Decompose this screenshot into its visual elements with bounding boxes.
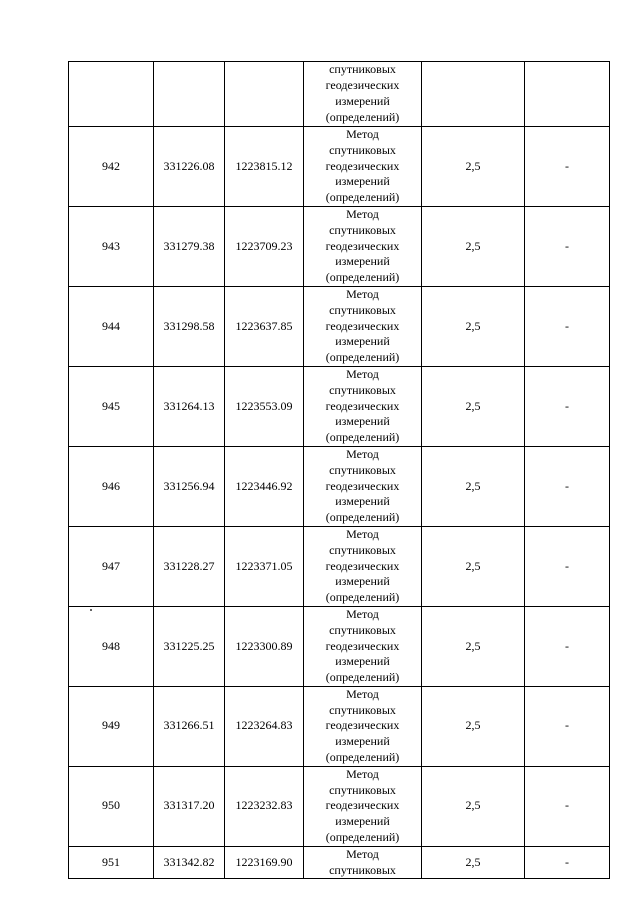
cell-accuracy: 2,5 <box>422 686 525 766</box>
coordinates-table <box>68 61 610 879</box>
cell-accuracy: 2,5 <box>422 606 525 686</box>
cell-x: 331317.20 <box>154 766 225 846</box>
cell-point <box>69 62 154 127</box>
table-row <box>69 206 610 286</box>
table-row <box>69 366 610 446</box>
cell-point: 947 <box>69 526 154 606</box>
method-line: спутниковых <box>329 702 396 717</box>
method-line: (определений) <box>325 430 400 445</box>
table-row <box>69 766 610 846</box>
method-line: (определений) <box>325 590 400 605</box>
method-line: геодезических <box>325 158 400 173</box>
method-line: спутниковых <box>329 62 396 77</box>
table-row <box>69 686 610 766</box>
method-line: геодезических <box>325 398 400 413</box>
cell-method <box>304 686 422 766</box>
method-line: Метод <box>346 846 379 861</box>
method-line: спутниковых <box>329 222 396 237</box>
cell-accuracy: 2,5 <box>422 446 525 526</box>
method-line: измерений <box>335 174 390 189</box>
method-line: (определений) <box>325 510 400 525</box>
cell-method <box>304 606 422 686</box>
method-line: геодезических <box>325 478 400 493</box>
cell-method <box>304 62 422 127</box>
method-line: (определений) <box>325 350 400 365</box>
method-line: геодезических <box>325 238 400 253</box>
table-row-last <box>69 846 610 879</box>
method-line: измерений <box>335 334 390 349</box>
method-line: измерений <box>335 94 390 108</box>
cell-note: - <box>525 526 610 606</box>
cell-x: 331225.25 <box>154 606 225 686</box>
cell-point: 944 <box>69 286 154 366</box>
cell-accuracy: 2,5 <box>422 366 525 446</box>
method-line: измерений <box>335 814 390 829</box>
cell-x: 331298.58 <box>154 286 225 366</box>
method-line: измерений <box>335 654 390 669</box>
cell-note: - <box>525 766 610 846</box>
method-line: (определений) <box>325 190 400 205</box>
cell-note: - <box>525 606 610 686</box>
cell-point: 945 <box>69 366 154 446</box>
method-line: измерений <box>335 574 390 589</box>
cell-y: 1223264.83 <box>225 686 304 766</box>
scan-speck <box>90 609 92 611</box>
cell-point: 942 <box>69 127 154 207</box>
cell-accuracy: 2,5 <box>422 206 525 286</box>
method-line: геодезических <box>325 78 400 93</box>
method-line: (определений) <box>325 830 400 845</box>
cell-x: 331266.51 <box>154 686 225 766</box>
method-line: Метод <box>346 766 379 781</box>
method-line: геодезических <box>325 718 400 733</box>
cell-x: 331226.08 <box>154 127 225 207</box>
cell-point: 950 <box>69 766 154 846</box>
cell-x: 331228.27 <box>154 526 225 606</box>
method-line: Метод <box>346 606 379 621</box>
table-row <box>69 127 610 207</box>
method-line: Метод <box>346 206 379 221</box>
method-line: спутниковых <box>329 142 396 157</box>
method-line: (определений) <box>325 270 400 285</box>
cell-accuracy: 2,5 <box>422 526 525 606</box>
cell-x: 331256.94 <box>154 446 225 526</box>
cell-point: 943 <box>69 206 154 286</box>
method-line: (определений) <box>325 750 400 765</box>
cell-y: 1223553.09 <box>225 366 304 446</box>
method-line: Метод <box>346 446 379 461</box>
cell-y: 1223371.05 <box>225 526 304 606</box>
method-line: геодезических <box>325 558 400 573</box>
method-line: (определений) <box>325 109 400 124</box>
cell-point: 948 <box>69 606 154 686</box>
method-line: Метод <box>346 526 379 541</box>
cell-y: 1223446.92 <box>225 446 304 526</box>
method-line: спутниковых <box>329 302 396 317</box>
cell-method <box>304 766 422 846</box>
cell-y: 1223815.12 <box>225 127 304 207</box>
method-line: измерений <box>335 254 390 269</box>
cell-y: 1223232.83 <box>225 766 304 846</box>
method-line: измерений <box>335 734 390 749</box>
method-line: спутниковых <box>329 542 396 557</box>
cell-y: 1223709.23 <box>225 206 304 286</box>
cell-x: 331279.38 <box>154 206 225 286</box>
method-line: (определений) <box>325 670 400 685</box>
cell-y: 1223300.89 <box>225 606 304 686</box>
cell-note: - <box>525 206 610 286</box>
table-row <box>69 446 610 526</box>
cell-note: - <box>525 127 610 207</box>
cell-accuracy: 2,5 <box>422 127 525 207</box>
method-line: Метод <box>346 286 379 301</box>
cell-method <box>304 366 422 446</box>
cell-method <box>304 446 422 526</box>
table-row <box>69 606 610 686</box>
cell-y: 1223169.90 <box>225 846 304 879</box>
cell-accuracy: 2,5 <box>422 286 525 366</box>
method-line: спутниковых <box>329 462 396 477</box>
method-line: геодезических <box>325 798 400 813</box>
cell-x <box>154 62 225 127</box>
cell-accuracy: 2,5 <box>422 846 525 879</box>
table-row <box>69 526 610 606</box>
cell-point: 951 <box>69 846 154 879</box>
method-line: геодезических <box>325 318 400 333</box>
cell-y: 1223637.85 <box>225 286 304 366</box>
cell-y <box>225 62 304 127</box>
method-line: спутниковых <box>329 382 396 397</box>
cell-x: 331342.82 <box>154 846 225 879</box>
method-line: геодезических <box>325 638 400 653</box>
method-line: спутниковых <box>329 862 396 877</box>
method-line: Метод <box>346 127 379 141</box>
cell-point: 946 <box>69 446 154 526</box>
cell-note: - <box>525 366 610 446</box>
method-line: измерений <box>335 494 390 509</box>
cell-note: - <box>525 846 610 879</box>
table-row <box>69 286 610 366</box>
cell-method <box>304 206 422 286</box>
cell-method <box>304 286 422 366</box>
method-line: Метод <box>346 366 379 381</box>
method-line: Метод <box>346 686 379 701</box>
cell-accuracy <box>422 62 525 127</box>
method-line: измерений <box>335 414 390 429</box>
cell-note: - <box>525 446 610 526</box>
cell-note <box>525 62 610 127</box>
cell-point: 949 <box>69 686 154 766</box>
cell-method <box>304 846 422 879</box>
cell-x: 331264.13 <box>154 366 225 446</box>
table-row-continued <box>69 62 610 127</box>
coordinates-table-body <box>69 62 610 879</box>
cell-note: - <box>525 286 610 366</box>
cell-method <box>304 127 422 207</box>
cell-accuracy: 2,5 <box>422 766 525 846</box>
cell-method <box>304 526 422 606</box>
cell-note: - <box>525 686 610 766</box>
method-line: спутниковых <box>329 622 396 637</box>
method-line: спутниковых <box>329 782 396 797</box>
